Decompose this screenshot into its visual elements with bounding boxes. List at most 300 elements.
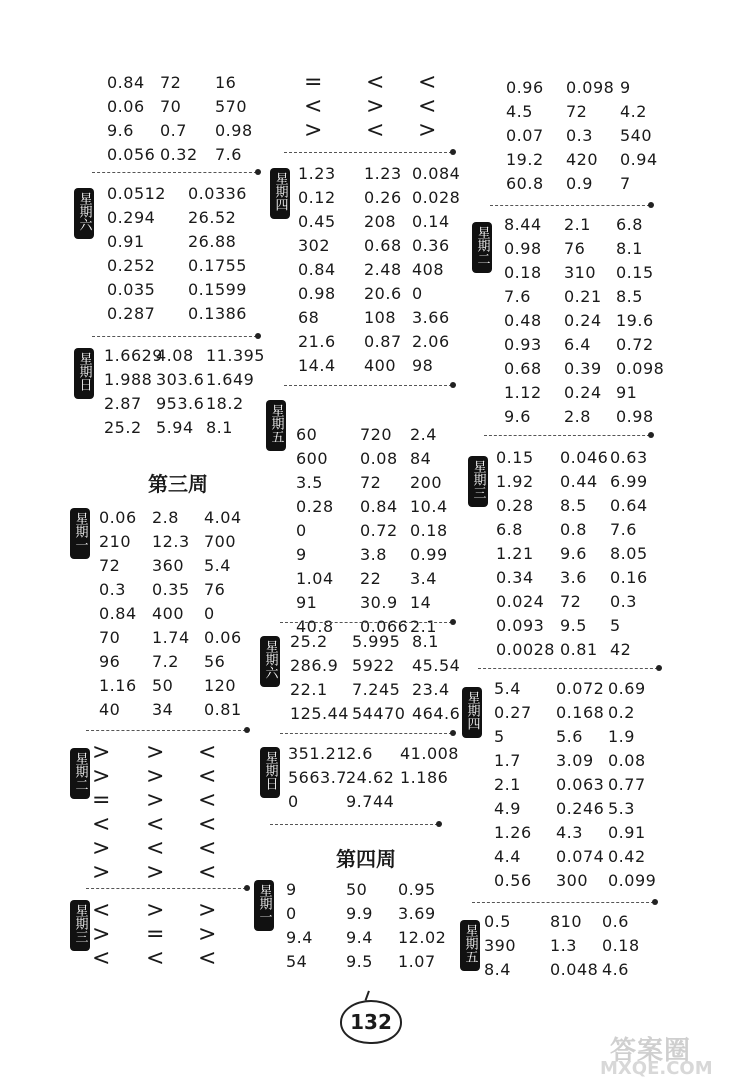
answer-cell: =	[92, 787, 111, 813]
answer-cell: 22	[360, 568, 382, 588]
answer-cell: 9.744	[346, 791, 395, 811]
answer-cell: 72	[360, 472, 382, 492]
answer-cell: 4.5	[506, 101, 533, 121]
answer-cell: <	[92, 945, 111, 971]
answer-row	[0, 700, 750, 724]
answer-cell: 4.04	[204, 507, 242, 527]
day-label-text: 星期二	[72, 752, 88, 791]
answer-cell: 20.6	[364, 283, 402, 303]
answer-cell: 12.3	[152, 531, 190, 551]
answer-cell: 0.099	[608, 870, 657, 890]
answer-cell: <	[146, 835, 165, 861]
answer-cell: 0.93	[504, 334, 542, 354]
answer-cell: 0.0336	[188, 183, 247, 203]
answer-cell: >	[146, 897, 165, 923]
answer-row	[0, 772, 750, 796]
answer-cell: 26.88	[188, 231, 237, 251]
answer-cell: 0.36	[412, 235, 450, 255]
answer-cell: =	[146, 921, 165, 947]
answer-cell: 0.287	[107, 303, 156, 323]
answer-cell: 3.69	[398, 903, 436, 923]
answer-cell: 600	[296, 448, 329, 468]
answer-cell: 1.21	[496, 543, 534, 563]
answer-cell: <	[146, 811, 165, 837]
answer-row	[0, 637, 750, 661]
answer-cell: >	[92, 859, 111, 885]
answer-cell: 8.1	[412, 631, 439, 651]
answer-cell: 9.5	[560, 615, 587, 635]
answer-cell: 300	[556, 870, 589, 890]
answer-cell: 34	[152, 699, 174, 719]
answer-cell: 41.008	[400, 743, 459, 763]
answer-row	[0, 469, 750, 493]
day-label-text: 星期四	[272, 172, 288, 211]
answer-cell: 5	[610, 615, 621, 635]
answer-cell: =	[304, 69, 323, 95]
answer-cell: 120	[204, 675, 237, 695]
answer-row	[0, 144, 750, 171]
answer-row	[0, 748, 750, 772]
week-4-title: 第四周	[336, 847, 396, 871]
answer-row	[0, 820, 750, 844]
answer-cell: 5	[494, 726, 505, 746]
answer-cell: 0.77	[608, 774, 646, 794]
answer-cell: 42	[610, 639, 632, 659]
answer-cell: 0.08	[608, 750, 646, 770]
answer-cell: 310	[564, 262, 597, 282]
answer-cell: >	[146, 787, 165, 813]
answer-cell: 0.028	[412, 187, 461, 207]
answer-cell: >	[146, 763, 165, 789]
answer-cell: 4.2	[620, 101, 647, 121]
answer-cell: 0.28	[496, 495, 534, 515]
answer-cell: 2.48	[364, 259, 402, 279]
answer-cell: 0.24	[564, 382, 602, 402]
answer-cell: <	[146, 945, 165, 971]
day-label-text: 星期一	[72, 512, 88, 551]
answer-cell: 400	[152, 603, 185, 623]
answer-row	[0, 212, 750, 236]
answer-cell: 2.8	[152, 507, 179, 527]
answer-cell: 0.9	[566, 173, 593, 193]
answer-cell: >	[304, 117, 323, 143]
answer-cell: 0.1599	[188, 279, 247, 299]
answer-row	[0, 308, 750, 332]
answer-cell: 25.2	[290, 631, 328, 651]
answer-cell: 0.72	[360, 520, 398, 540]
answer-cell: 22.1	[290, 679, 328, 699]
answer-row	[0, 96, 750, 123]
answer-cell: 0.72	[616, 334, 654, 354]
answer-cell: 8.5	[560, 495, 587, 515]
answer-cell: >	[198, 921, 217, 947]
answer-cell: 7.6	[504, 286, 531, 306]
answer-cell: 72	[566, 101, 588, 121]
answer-cell: 2.8	[564, 406, 591, 426]
answer-row	[0, 260, 750, 284]
answer-cell: 1.186	[400, 767, 449, 787]
answer-cell: 0.84	[99, 603, 137, 623]
answer-cell: 0.98	[504, 238, 542, 258]
answer-cell: 210	[99, 531, 132, 551]
answer-cell: 0.07	[506, 125, 544, 145]
answer-cell: 76	[564, 238, 586, 258]
answer-cell: 9.6	[107, 120, 134, 140]
answer-cell: 1.23	[298, 163, 336, 183]
answer-cell: 464.6	[412, 703, 461, 723]
answer-cell: 0	[412, 283, 423, 303]
answer-cell: 0.098	[616, 358, 665, 378]
answer-row	[0, 72, 750, 99]
answer-cell: <	[304, 93, 323, 119]
answer-row	[0, 445, 750, 469]
answer-cell: 420	[566, 149, 599, 169]
answer-cell: 1.7	[494, 750, 521, 770]
answer-cell: 0.1755	[188, 255, 247, 275]
watermark-logo: 答案圈	[610, 1036, 692, 1066]
answer-cell: 0.098	[566, 77, 615, 97]
answer-cell: 0.072	[556, 678, 605, 698]
answer-cell: 0.81	[204, 699, 242, 719]
answer-cell: 0.06	[99, 507, 137, 527]
answer-cell: 3.66	[412, 307, 450, 327]
answer-row	[0, 933, 750, 957]
answer-cell: 0.066	[360, 616, 409, 636]
answer-cell: 0	[296, 520, 307, 540]
answer-cell: 0.35	[152, 579, 190, 599]
answer-cell: >	[92, 921, 111, 947]
answer-cell: 0.27	[494, 702, 532, 722]
answer-row	[0, 171, 750, 195]
col3-tue-answers	[0, 212, 750, 428]
day-label-text: 星期四	[464, 691, 480, 730]
answer-cell: 0.3	[610, 591, 637, 611]
answer-cell: 5663.7	[288, 767, 347, 787]
answer-cell: 7.2	[152, 651, 179, 671]
answer-cell: 5.3	[608, 798, 635, 818]
answer-cell: 0.94	[620, 149, 658, 169]
answer-cell: 1.04	[296, 568, 334, 588]
answer-cell: 0.18	[602, 935, 640, 955]
answer-cell: 3.8	[360, 544, 387, 564]
answer-cell: 200	[410, 472, 443, 492]
answer-cell: 1.12	[504, 382, 542, 402]
answer-cell: 8.1	[616, 238, 643, 258]
answer-cell: <	[198, 739, 217, 765]
answer-cell: 0.84	[107, 72, 145, 92]
answer-cell: 0.252	[107, 255, 156, 275]
day-label-text: 星期一	[256, 884, 272, 923]
separator	[484, 435, 650, 436]
answer-cell: >	[146, 859, 165, 885]
answer-cell: 0.18	[504, 262, 542, 282]
answer-cell: 700	[204, 531, 237, 551]
answer-cell: 21.6	[298, 331, 336, 351]
answer-cell: 8.1	[206, 417, 233, 437]
answer-cell: 720	[360, 424, 393, 444]
answer-cell: 1.16	[99, 675, 137, 695]
answer-cell: 0.98	[215, 120, 253, 140]
answer-cell: <	[198, 859, 217, 885]
answer-cell: 0.14	[412, 211, 450, 231]
answer-row	[0, 380, 750, 404]
answer-cell: 8.4	[484, 959, 511, 979]
answer-cell: 360	[152, 555, 185, 575]
answer-cell: 0.26	[364, 187, 402, 207]
answer-row	[0, 284, 750, 308]
answer-cell: 0.074	[556, 846, 605, 866]
answer-cell: 0.99	[410, 544, 448, 564]
answer-cell: 0.96	[506, 77, 544, 97]
answer-cell: 5.4	[494, 678, 521, 698]
answer-cell: 0.024	[496, 591, 545, 611]
answer-cell: 0.42	[608, 846, 646, 866]
answer-cell: 6.99	[610, 471, 648, 491]
answer-row	[0, 404, 750, 428]
answer-cell: 72	[99, 555, 121, 575]
answer-cell: 16	[215, 72, 237, 92]
answer-cell: 0	[204, 603, 215, 623]
answer-row	[0, 356, 750, 380]
answer-cell: <	[366, 117, 385, 143]
day-label-text: 星期日	[262, 751, 278, 790]
answer-cell: <	[366, 69, 385, 95]
answer-cell: 54	[286, 951, 308, 971]
answer-cell: 1.6629	[104, 345, 163, 365]
answer-cell: 390	[484, 935, 517, 955]
answer-cell: 0.8	[560, 519, 587, 539]
answer-cell: 0.39	[564, 358, 602, 378]
answer-cell: 0.093	[496, 615, 545, 635]
answer-cell: 60.8	[506, 173, 544, 193]
answer-cell: 70	[160, 96, 182, 116]
answer-row	[0, 844, 750, 868]
col3-wed-answers	[0, 445, 750, 661]
answer-cell: 0.06	[204, 627, 242, 647]
answer-cell: 0.056	[107, 144, 156, 164]
answer-cell: 0.0028	[496, 639, 555, 659]
col3-thu-answers	[0, 676, 750, 892]
answer-cell: 96	[99, 651, 121, 671]
answer-row	[0, 724, 750, 748]
answer-cell: 19.6	[616, 310, 654, 330]
answer-cell: 8.5	[616, 286, 643, 306]
answer-cell: 7.6	[215, 144, 242, 164]
answer-cell: 19.2	[506, 149, 544, 169]
separator	[490, 205, 650, 206]
answer-cell: 9	[620, 77, 631, 97]
answer-cell: 0.87	[364, 331, 402, 351]
day-label-text: 星期二	[474, 226, 490, 265]
answer-row	[0, 868, 750, 892]
answer-cell: 40.8	[296, 616, 334, 636]
answer-cell: 0.28	[296, 496, 334, 516]
col3-top-answers	[0, 72, 750, 195]
answer-cell: 108	[364, 307, 397, 327]
answer-cell: 1.23	[364, 163, 402, 183]
answer-cell: 0.34	[496, 567, 534, 587]
answer-cell: >	[92, 739, 111, 765]
answer-cell: 6.4	[564, 334, 591, 354]
answer-cell: 125.44	[290, 703, 349, 723]
answer-cell: 0.08	[360, 448, 398, 468]
answer-cell: 50	[152, 675, 174, 695]
answer-cell: 4.08	[156, 345, 194, 365]
answer-cell: 0.45	[298, 211, 336, 231]
answer-cell: 24.62	[346, 767, 395, 787]
answer-cell: 5.94	[156, 417, 194, 437]
answer-row	[0, 676, 750, 700]
day-label-text: 星期三	[72, 904, 88, 943]
answer-cell: <	[92, 811, 111, 837]
answer-cell: 1.92	[496, 471, 534, 491]
answer-cell: 91	[616, 382, 638, 402]
answer-cell: 40	[99, 699, 121, 719]
answer-cell: <	[418, 93, 437, 119]
answer-cell: 0.246	[556, 798, 605, 818]
answer-cell: 5.4	[204, 555, 231, 575]
answer-cell: 0.3	[566, 125, 593, 145]
answer-cell: 0.048	[550, 959, 599, 979]
answer-cell: 1.74	[152, 627, 190, 647]
answer-cell: 0.91	[107, 231, 145, 251]
answer-cell: 9.6	[560, 543, 587, 563]
answer-cell: 7	[620, 173, 631, 193]
separator	[472, 902, 654, 903]
day-label-text: 星期五	[462, 924, 478, 963]
answer-cell: 0	[286, 903, 297, 923]
answer-cell: 0.18	[410, 520, 448, 540]
page-number: 132	[340, 1000, 402, 1044]
answer-cell: 3.4	[410, 568, 437, 588]
answer-cell: 286.9	[290, 655, 339, 675]
answer-cell: 208	[364, 211, 397, 231]
answer-cell: 18.2	[206, 393, 244, 413]
answer-cell: 72	[560, 591, 582, 611]
answer-cell: <	[198, 763, 217, 789]
answer-cell: 0.6	[602, 911, 629, 931]
answer-cell: 0.68	[504, 358, 542, 378]
answer-cell: <	[198, 787, 217, 813]
answer-cell: 0.046	[560, 447, 609, 467]
answer-cell: 9.9	[346, 903, 373, 923]
answer-cell: 3.6	[560, 567, 587, 587]
answer-cell: 14	[410, 592, 432, 612]
week-3-title: 第三周	[148, 472, 208, 496]
answer-row	[0, 613, 750, 637]
answer-cell: 14.4	[298, 355, 336, 375]
answer-cell: 45.54	[412, 655, 461, 675]
answer-cell: 0.44	[560, 471, 598, 491]
answer-row	[0, 493, 750, 517]
answer-cell: 4.6	[602, 959, 629, 979]
answer-cell: 0.21	[564, 286, 602, 306]
answer-row	[0, 517, 750, 541]
answer-row	[0, 120, 750, 147]
answer-cell: 1.07	[398, 951, 436, 971]
answer-cell: 11.395	[206, 345, 265, 365]
day-label-text: 星期六	[262, 640, 278, 679]
answer-cell: 0.48	[504, 310, 542, 330]
answer-cell: 98	[412, 355, 434, 375]
answer-cell: <	[92, 897, 111, 923]
answer-cell: 540	[620, 125, 653, 145]
answer-cell: 2.1	[410, 616, 437, 636]
answer-cell: 72	[160, 72, 182, 92]
answer-cell: 0.06	[107, 96, 145, 116]
answer-row	[0, 796, 750, 820]
answer-cell: 6.8	[616, 214, 643, 234]
answer-cell: 0.16	[610, 567, 648, 587]
answer-cell: 0.3	[99, 579, 126, 599]
answer-cell: 0.063	[556, 774, 605, 794]
answer-cell: 26.52	[188, 207, 237, 227]
answer-cell: 0.64	[610, 495, 648, 515]
answer-cell: <	[418, 69, 437, 95]
answer-cell: 54470	[352, 703, 406, 723]
answer-cell: >	[418, 117, 437, 143]
answer-cell: 0.0512	[107, 183, 166, 203]
answer-cell: 2.1	[494, 774, 521, 794]
answer-cell: 0.81	[560, 639, 598, 659]
answer-cell: >	[146, 739, 165, 765]
answer-cell: <	[198, 945, 217, 971]
day-label-text: 星期六	[76, 192, 92, 231]
answer-cell: 4.3	[556, 822, 583, 842]
day-label-text: 星期五	[268, 404, 284, 443]
answer-cell: 9	[296, 544, 307, 564]
answer-row	[0, 589, 750, 613]
answer-cell: 50	[346, 879, 368, 899]
answer-row	[0, 957, 750, 981]
answer-cell: 8.44	[504, 214, 542, 234]
answer-cell: >	[92, 835, 111, 861]
answer-cell: 76	[204, 579, 226, 599]
day-label-text: 星期三	[470, 460, 486, 499]
answer-cell: 0.1386	[188, 303, 247, 323]
answer-cell: 0.084	[412, 163, 461, 183]
answer-cell: 0.84	[298, 259, 336, 279]
answer-cell: 4.9	[494, 798, 521, 818]
answer-row	[0, 332, 750, 356]
answer-cell: 9.4	[286, 927, 313, 947]
answer-cell: 0.68	[364, 235, 402, 255]
answer-cell: <	[198, 811, 217, 837]
answer-cell: 3.09	[556, 750, 594, 770]
answer-cell: 3.5	[296, 472, 323, 492]
answer-cell: 10.4	[410, 496, 448, 516]
answer-cell: 1.9	[608, 726, 635, 746]
answer-cell: 0.84	[360, 496, 398, 516]
answer-row	[0, 236, 750, 260]
answer-cell: 7.245	[352, 679, 401, 699]
answer-cell: 0	[288, 791, 299, 811]
answer-cell: 0.24	[564, 310, 602, 330]
answer-cell: 0.98	[616, 406, 654, 426]
answer-cell: 6.8	[496, 519, 523, 539]
answer-cell: <	[198, 835, 217, 861]
answer-cell: 1.988	[104, 369, 153, 389]
answer-cell: 810	[550, 911, 583, 931]
answer-cell: 302	[298, 235, 331, 255]
answer-cell: 570	[215, 96, 248, 116]
answer-cell: 0.63	[610, 447, 648, 467]
answer-cell: 9.5	[346, 951, 373, 971]
answer-cell: 12.02	[398, 927, 447, 947]
answer-cell: 23.4	[412, 679, 450, 699]
answer-cell: 2.06	[412, 331, 450, 351]
answer-cell: 0.12	[298, 187, 336, 207]
